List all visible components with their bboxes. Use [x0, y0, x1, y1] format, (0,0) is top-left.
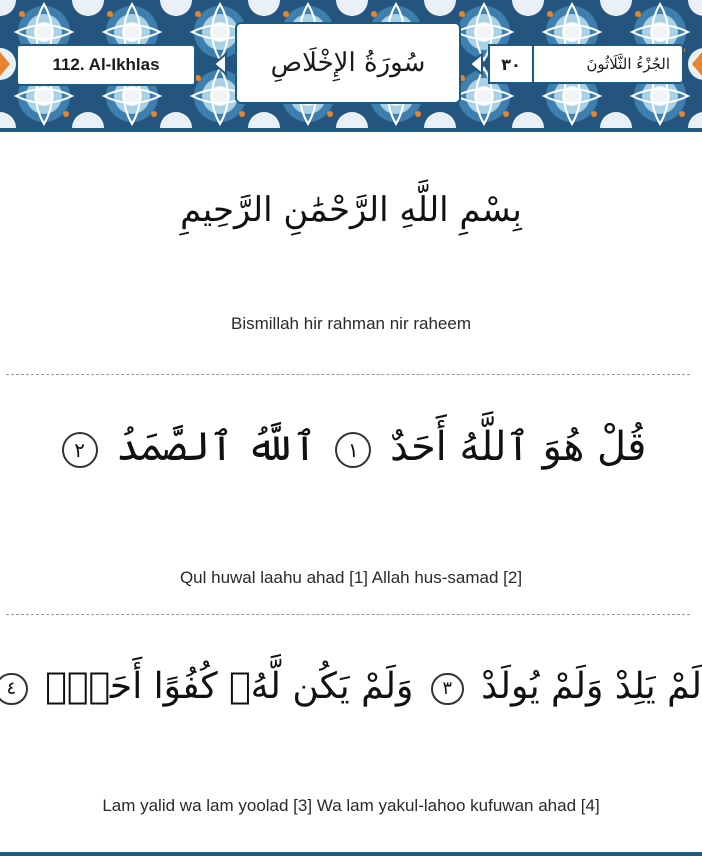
- section-divider: [6, 374, 690, 375]
- verse-text: وَلَمْ يَكُن لَّهُۥ كُفُوًا أَحَدٌۢ: [45, 666, 414, 707]
- verse-number-marker: ٢: [62, 432, 98, 468]
- verse-number-marker: ١: [335, 432, 371, 468]
- surah-title-arabic: سُورَةُ الإِخْلَاصِ: [235, 22, 461, 104]
- juz-name-arabic: الجُزْءُ الثَّلَاثُونَ: [586, 55, 670, 73]
- verse-number-marker: ٣: [431, 673, 464, 706]
- verse-line-arabic: [0, 424, 702, 470]
- verse-text: لَمْ يَلِدْ وَلَمْ يُولَدْ: [481, 666, 702, 707]
- verse-line-arabic: [0, 666, 702, 707]
- verse-number-marker: ٤: [0, 673, 28, 706]
- bismillah-transliteration: Bismillah hir rahman nir raheem: [231, 314, 471, 333]
- verse-text: ٱللَّهُ ٱلصَّمَدُ: [116, 424, 317, 470]
- verse-transliteration: Lam yalid wa lam yoolad [3] Wa lam yakul-lahoo kufuwan ahad [4]: [102, 796, 600, 815]
- juz-number: ٣٠: [488, 44, 534, 84]
- verse-transliteration: Qul huwal laahu ahad [1] Allah hus-samad [2]: [179, 568, 523, 587]
- surah-name-label: 112. Al-Ikhlas: [16, 44, 196, 86]
- section-divider: [6, 614, 690, 615]
- footer-rule: [0, 852, 702, 856]
- header-rule: [0, 128, 702, 132]
- surah-header-banner: [0, 0, 702, 128]
- verse-text: قُلْ هُوَ ٱللَّهُ أَحَدٌ: [389, 424, 647, 470]
- bismillah-arabic: بِسْمِ اللَّهِ الرَّحْمَٰنِ الرَّحِيمِ: [180, 190, 522, 230]
